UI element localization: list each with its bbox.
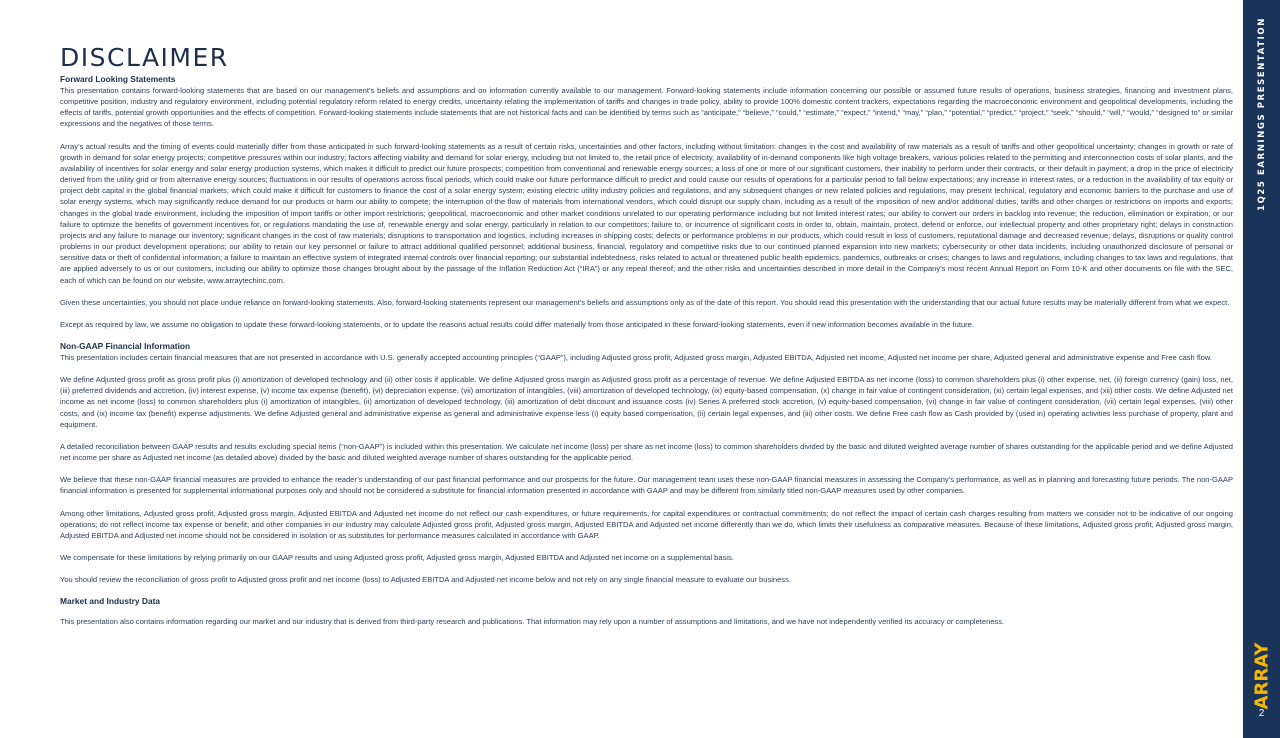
forward-looking-paragraph-1: This presentation contains forward-looking statements that are based on our management’s beliefs and assumptions and on information currently available to our management. Forward-looking statements include information concerning our possible or assumed future results of operations, business strategies, financing and investment plans, competitive position, industry and regulatory environment, including potential regulatory reform related to energy credits, uncertainty relating the implementation of tariffs and changes in trade policy, ability to provide 100% domestic content trackers, expectations regarding the macroeconomic environment and geopolitical developments, including the effects of tariffs, potential growth opportunities and the effects of competition. Forward-looking statements include statements that are not historical facts and can be identified by terms such as “anticipate,” “believe,” “could,” “estimate,” “expect,” “intend,” “may,” “plan,” “potential,” “predict,” “project,” “seek,” “should,” “will,” “would,” “designed to” or similar expressions and the negatives of those terms. [60, 86, 1233, 129]
market-data-heading: Market and Industry Data [60, 596, 161, 607]
non-gaap-paragraph-6: We compensate for these limitations by relying primarily on our GAAP results and using Adjusted gross profit, Adjusted gross margin, Adjusted EBITDA and Adjusted net income on a supplemental basis. [60, 553, 734, 562]
forward-looking-paragraph-2: Array’s actual results and the timing of events could materially differ from those anticipated in such forward-looking statements as a result of certain risks, uncertainties and other factors, including without limitation: changes in the cost and availability of raw materials as a result of tariffs and other geopolitical uncertainty; changes in growth or rate of growth in demand for solar energy projects; competitive pressures within our industry; factors affecting viability and demand for solar energy, including but not limited to, the retail price of electricity, availability of in-demand components like high voltage breakers, various policies related to the permitting and interconnection costs of solar plants, and the availability of incentives for solar energy and solar energy production systems, which makes it difficult to predict our future prospects; competition from conventional and renewable energy sources; a loss of one or more of our significant customers, their inability to perform under their contracts, or their default in payment; a drop in the price of electricity derived from the utility grid or from alternative energy sources; fluctuations in our results of operations across fiscal periods, which could make our future performance difficult to predict and could cause our results of operations for a particular period to fall below expectations; any increase in interest rates, or a reduction in the availability of tax equity or project debt capital in the global financial markets, which could make it difficult for customers to finance the cost of a solar energy system; existing electric utility industry policies and regulations, and any subsequent changes or new related policies and regulations, may present technical, regulatory and economic barriers to the purchase and use of solar energy systems, which may significantly reduce demand for our products or harm our ability to compete; the interruption of the flow of materials from international vendors, which could disrupt our supply chain, including as a result of the imposition of new and/or additional duties, tariffs and other charges or restrictions on imports and exports; changes in the global trade environment, including the imposition of import tariffs or other import restrictions; geopolitical, macroeconomic and other market conditions unrelated to our operating performance including but not limited interest rates; our ability to convert our orders in backlog into revenue; the reduction, elimination or expiration, or our failure to optimize the benefits of government incentives for, or regulations mandating the use of, renewable energy and solar energy, particularly in relation to our competitors; failure to, or incurrence of significant costs in order to, obtain, maintain, protect, defend or enforce, our intellectual property and other proprietary right; delays in construction projects and any failure to manage our inventory; significant changes in the cost of raw materials; disruptions to transportation and logistics, including increases in shipping costs; defects or performance problems in our products, which could result in loss of customers, reputational damage and decreased revenue; delays, disruptions or quality control problems in our product development operations; our ability to retain our key personnel or failure to attract additional qualified personnel; additional business, financial, regulatory and competitive risks due to our continued planned expansion into new markets; cybersecurity or other data incidents, including unauthorized disclosure of personal or sensitive data or theft of confidential information; a failure to maintain an effective system of integrated internal controls over financial reporting; our substantial indebtedness, risks related to actual or threatened public health epidemics, pandemics, outbreaks or crises; changes to laws and regulations, including changes to tax laws and regulations, that are applied adversely to us or our customers, including our ability to optimize those changes brought about by the passage of the Inflation Reduction Act (“IRA”) or any repeal thereof; and the other risks and uncertainties described in more detail in the Company’s most recent Annual Report on Form 10-K and other documents on file with the SEC, each of which can be found on our website, www.arraytechinc.com. [60, 141, 1233, 285]
page-number: 2 [1258, 708, 1265, 719]
non-gaap-heading: Non-GAAP Financial Information [60, 340, 191, 351]
presentation-label: 1Q25 EARNINGS PRESENTATION [1256, 17, 1267, 211]
forward-looking-heading: Forward Looking Statements [60, 74, 176, 84]
disclaimer-content [60, 42, 1233, 627]
page-title: DISCLAIMER [60, 43, 229, 72]
market-data-paragraph-1: This presentation also contains information regarding our market and our industry that is derived from third-party research and publications. That information may rely upon a number of assumptions and limitations, and we have not independently verified its accuracy or completeness. [60, 617, 1005, 627]
array-logo: ARRAY [1251, 642, 1272, 710]
non-gaap-paragraph-5: Among other limitations, Adjusted gross profit, Adjusted gross margin, Adjusted EBITDA and Adjusted net income do not reflect our cash expenditures, or future requirements, for capital expenditures or contractual commitments; do not reflect the impact of certain cash charges resulting from matters we consider not to be indicative of our ongoing operations; do not reflect income tax expense or benefit; and other companies in our industry may calculate Adjusted gross profit, Adjusted gross margin, Adjusted EBITDA and Adjusted net income differently than we do, which limits their usefulness as comparative measures. Because of these limitations, Adjusted gross profit, Adjusted gross margin, Adjusted EBITDA and Adjusted net income should not be considered in isolation or as substitutes for performance measures calculated in accordance with GAAP. [60, 508, 1233, 540]
non-gaap-paragraph-3: A detailed reconciliation between GAAP results and results excluding special items (“non-GAAP”) is included within this presentation. We calculate net income (loss) per share as net income (loss) to common shareholders divided by the basic and diluted weighted average number of shares outstanding for the applicable period and we define Adjusted net income per share as Adjusted net income (as detailed above) divided by the basic and diluted weighted average number of shares outstanding for the applicable period. [60, 441, 1233, 463]
forward-looking-paragraph-3: Given these uncertainties, you should not place undue reliance on forward-looking statements. Also, forward-looking statements represent our management’s beliefs and assumptions only as of the date of this report. You should read this presentation with the understanding that our actual future results may be materially different from what we expect. [60, 297, 1230, 307]
non-gaap-paragraph-1: This presentation includes certain financial measures that are not presented in accordance with U.S. generally accepted accounting principles (“GAAP”), including Adjusted gross profit, Adjusted gross margin, Adjusted EBITDA, Adjusted net income, Adjusted net income per share, Adjusted general and administrative expense and Free cash flow. [60, 352, 1212, 362]
forward-looking-paragraph-4: Except as required by law, we assume no obligation to update these forward-looking statements, or to update the reasons actual results could differ materially from those anticipated in these forward-looking statements, even if new information becomes available in the future. [60, 319, 974, 329]
non-gaap-paragraph-4: We believe that these non-GAAP financial measures are provided to enhance the reader’s understanding of our past financial performance and our prospects for the future. Our management team uses these non-GAAP financial measures in assessing the Company’s performance, as well as in planning and forecasting future periods. The non-GAAP financial information is presented for supplemental informational purposes only and should not be considered a substitute for financial information presented in accordance with GAAP and may be different from similarly titled non-GAAP measures used by other companies. [60, 475, 1233, 496]
sidebar [1243, 0, 1280, 738]
non-gaap-paragraph-7: You should review the reconciliation of gross profit to Adjusted gross profit and net income (loss) to Adjusted EBITDA and Adjusted net income below and not rely on any single financial measure to evaluate our business. [60, 575, 791, 585]
non-gaap-paragraph-2: We define Adjusted gross profit as gross profit plus (i) amortization of developed technology and (ii) other costs if applicable. We define Adjusted gross margin as Adjusted gross profit as a percentage of revenue. We define Adjusted EBITDA as net income (loss) to common shareholders plus (i) other expense, net, (ii) foreign currency (gain) loss, net, (iii) preferred dividends and accretion, (iv) interest expense, (v) income tax expense (benefit), (vi) depreciation expense, (vii) amortization of intangibles, (viii) amortization of developed technology, (ix) equity-based compensation, (x) change in fair value of contingent consideration, (xi) certain legal expenses, and (xii) other costs. We define Adjusted net income as net income (loss) to common shareholders plus (i) amortization of intangibles, (ii) amortization of developed technology, (iii) amortization of debt discount and issuance costs (iv) Series A preferred stock accretion, (v) equity-based compensation, (vi) change in fair value of contingent consideration, (vii) certain legal expenses, (viii) other costs, and (ix) income tax (benefit) expense adjustments. We define Adjusted general and administrative expense as general and administrative expense less (i) equity based compensation, (ii) certain legal expenses, and (iii) other costs. We define Free cash flow as Cash provided by (used in) operating activities less purchase of property, plant and equipment. [60, 375, 1234, 429]
